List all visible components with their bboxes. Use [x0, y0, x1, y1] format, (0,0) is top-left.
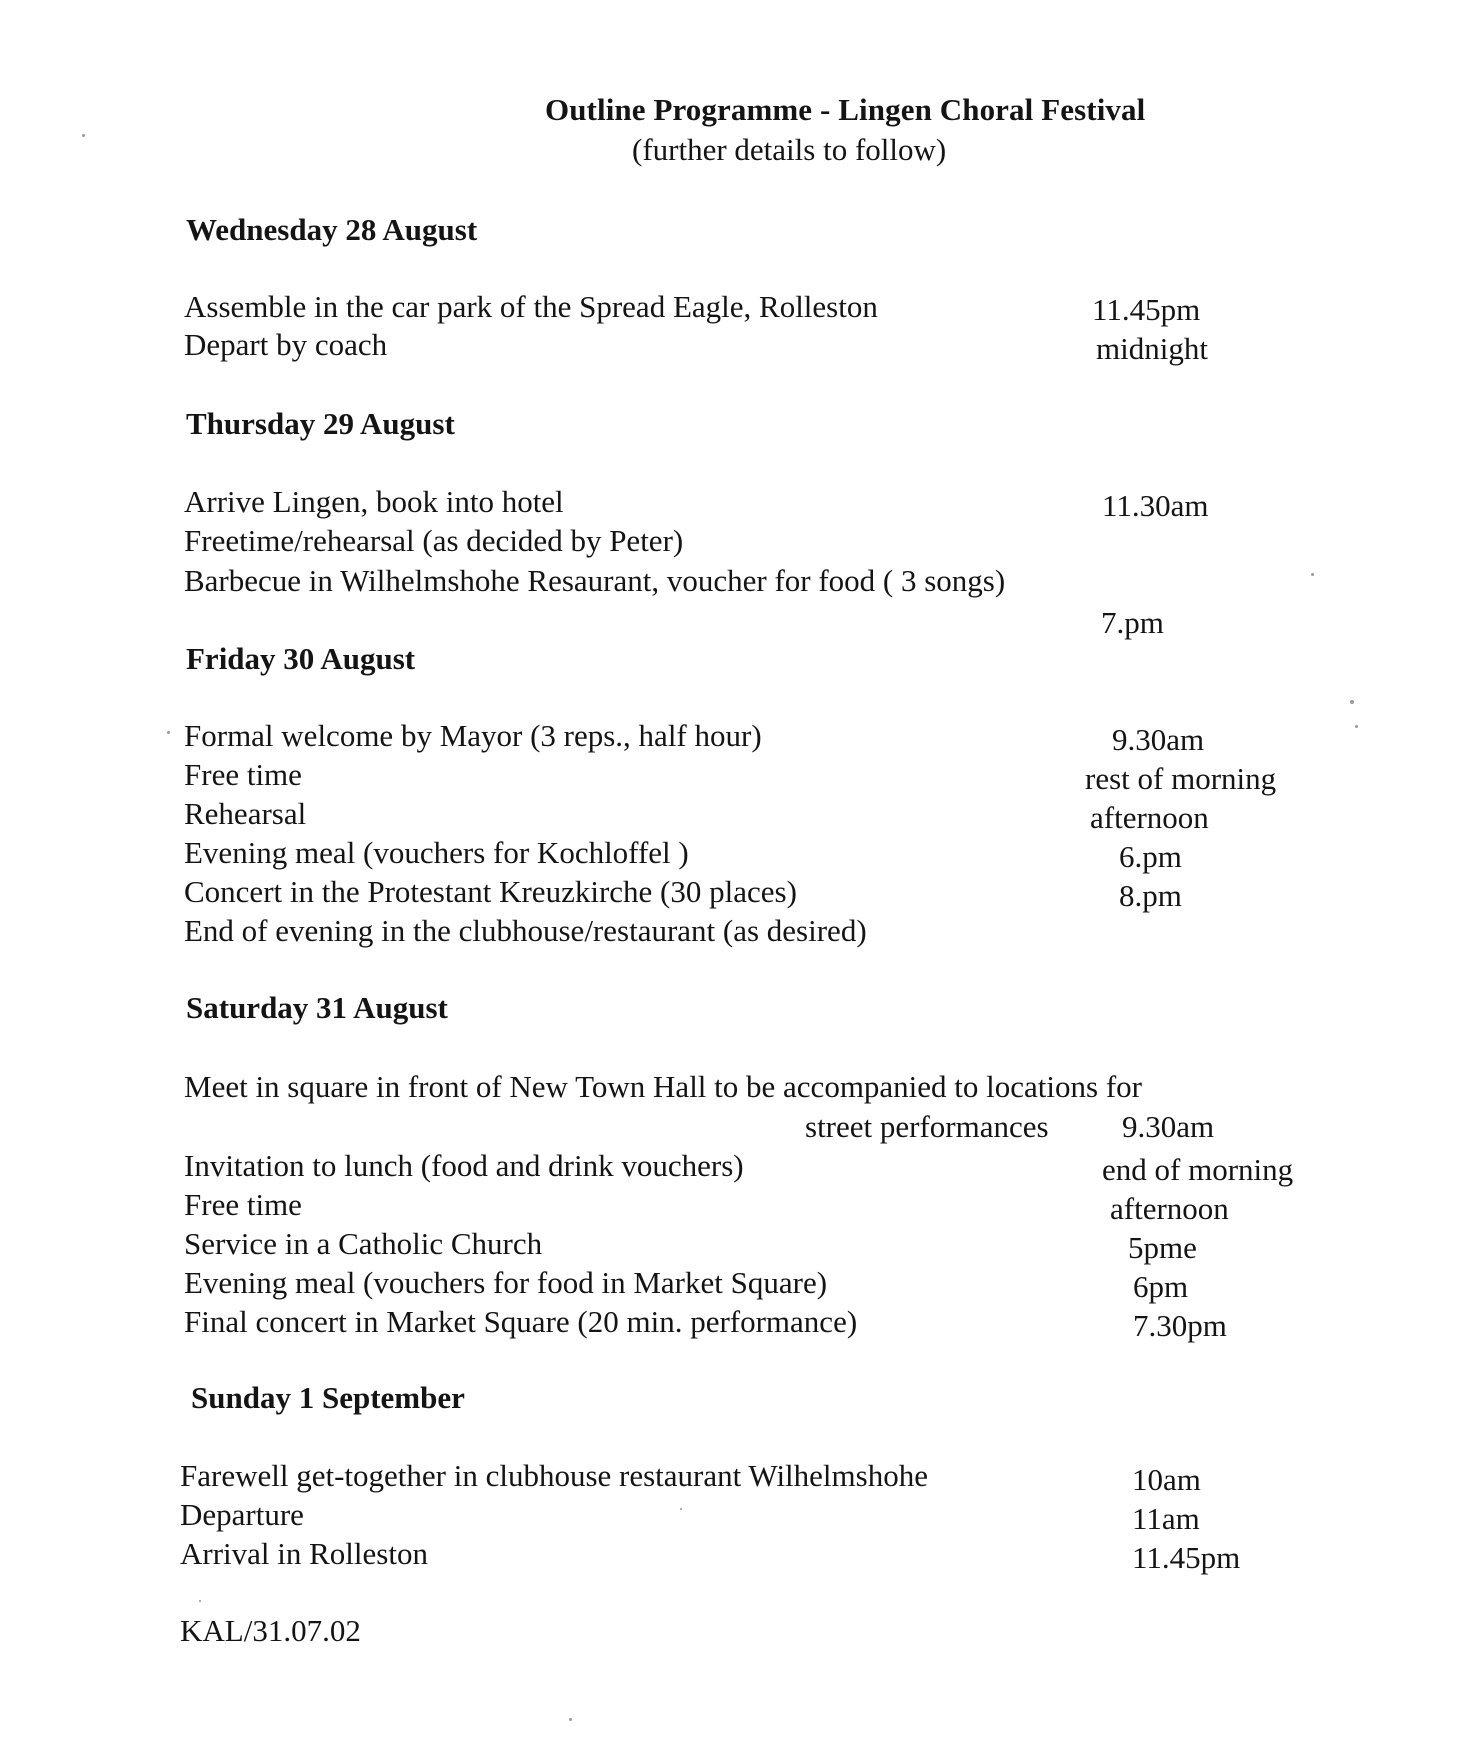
- scan-speck: [680, 1508, 682, 1510]
- scan-speck: [1355, 725, 1358, 728]
- schedule-time: 6.pm: [1119, 839, 1182, 874]
- schedule-item: Assemble in the car park of the Spread Eagle, Rolleston: [184, 289, 878, 324]
- day-heading-saturday: Saturday 31 August: [186, 990, 448, 1025]
- schedule-item: Evening meal (vouchers for Kochloffel ): [184, 835, 689, 870]
- schedule-time: 11.45pm: [1092, 292, 1201, 327]
- schedule-time: 8.pm: [1119, 878, 1182, 913]
- schedule-time: midnight: [1096, 331, 1208, 366]
- document-title: Outline Programme - Lingen Choral Festival: [545, 92, 1146, 127]
- schedule-item: Arrive Lingen, book into hotel: [184, 484, 564, 519]
- schedule-time: 6pm: [1133, 1269, 1189, 1304]
- schedule-time: 11.30am: [1102, 488, 1209, 523]
- schedule-item: Invitation to lunch (food and drink vouchers): [184, 1148, 744, 1183]
- schedule-time: 11am: [1132, 1501, 1200, 1536]
- schedule-item: Free time: [184, 757, 302, 792]
- scan-speck: [167, 731, 170, 734]
- scan-speck: [1350, 700, 1354, 704]
- document-subtitle: (further details to follow): [632, 132, 947, 167]
- schedule-item: Formal welcome by Mayor (3 reps., half hour): [184, 718, 762, 753]
- schedule-item: Concert in the Protestant Kreuzkirche (30 places): [184, 874, 797, 909]
- document-reference: KAL/31.07.02: [180, 1613, 361, 1648]
- scan-speck: [1311, 573, 1314, 576]
- schedule-time: rest of morning: [1085, 761, 1277, 796]
- day-heading-sunday: Sunday 1 September: [191, 1380, 465, 1415]
- schedule-item: Final concert in Market Square (20 min. performance): [184, 1304, 858, 1339]
- schedule-item: End of evening in the clubhouse/restaurant (as desired): [184, 913, 867, 948]
- schedule-item: Meet in square in front of New Town Hall to be accompanied to locations for: [184, 1069, 1142, 1104]
- schedule-time: 7.30pm: [1133, 1308, 1227, 1343]
- schedule-time: afternoon: [1090, 800, 1209, 835]
- schedule-item: Evening meal (vouchers for food in Market Square): [184, 1265, 828, 1300]
- day-heading-wednesday: Wednesday 28 August: [186, 212, 478, 247]
- schedule-item: Depart by coach: [184, 327, 388, 362]
- schedule-item-continuation: street performances: [805, 1109, 1049, 1144]
- schedule-time: 9.30am: [1122, 1109, 1215, 1144]
- schedule-item: Freetime/rehearsal (as decided by Peter): [184, 523, 684, 558]
- day-heading-friday: Friday 30 August: [186, 641, 416, 676]
- scan-speck: [569, 1718, 572, 1721]
- schedule-time: 11.45pm: [1132, 1540, 1241, 1575]
- day-heading-thursday: Thursday 29 August: [186, 406, 455, 441]
- schedule-time: end of morning: [1102, 1152, 1294, 1187]
- schedule-item: Arrival in Rolleston: [180, 1536, 428, 1571]
- schedule-time: afternoon: [1110, 1191, 1229, 1226]
- scan-speck: [199, 1600, 201, 1602]
- schedule-time: 7.pm: [1101, 605, 1164, 640]
- schedule-item: Rehearsal: [184, 796, 307, 831]
- schedule-time: 10am: [1132, 1462, 1201, 1497]
- schedule-item: Barbecue in Wilhelmshohe Resaurant, voucher for food ( 3 songs): [184, 563, 1006, 598]
- schedule-item: Farewell get-together in clubhouse restaurant Wilhelmshohe: [180, 1458, 928, 1493]
- schedule-item: Free time: [184, 1187, 302, 1222]
- scan-speck: [82, 134, 85, 137]
- schedule-item: Service in a Catholic Church: [184, 1226, 543, 1261]
- schedule-time: 9.30am: [1112, 722, 1205, 757]
- schedule-item: Departure: [180, 1497, 304, 1532]
- schedule-time: 5pme: [1128, 1230, 1197, 1265]
